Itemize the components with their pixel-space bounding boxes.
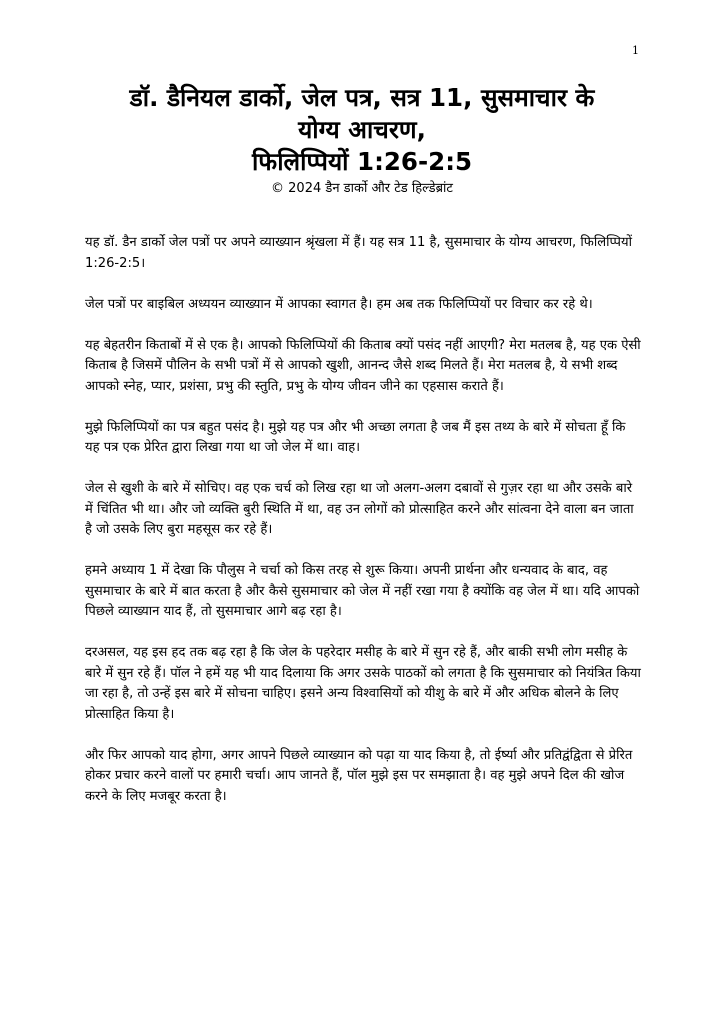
page-number: 1 — [632, 44, 639, 57]
title-line-1: डॉ. डैनियल डार्को, जेल पत्र, सत्र 11, सुसमाचार के — [129, 83, 595, 112]
paragraph: और फिर आपको याद होगा, अगर आपने पिछले व्याख्यान को पढ़ा या याद किया है, तो ईर्ष्या और प्रतिद्वंद्विता से प्रेरित होकर प्रचार करने वालों पर हमारी चर्चा। आप जानते हैं, पॉल मुझे इस पर समझाता है। वह मुझे अपने दिल की खोज करने के लिए मजबूर करता है। — [85, 747, 633, 804]
title-line-2: योग्य आचरण, — [298, 115, 426, 144]
title-block — [60, 82, 664, 198]
copyright-notice: © 2024 डैन डार्को और टेड हिल्डेब्रांट — [271, 181, 453, 196]
paragraph: जेल पत्रों पर बाइबिल अध्ययन व्याख्यान में आपका स्वागत है। हम अब तक फिलिप्पियों पर विचार कर रहे थे। — [85, 296, 593, 312]
paragraph: मुझे फिलिप्पियों का पत्र बहुत पसंद है। मुझे यह पत्र और भी अच्छा लगता है जब मैं इस तथ्य के बारे में सोचता हूँ कि यह पत्र एक प्रेरित द्वारा लिखा गया था जो जेल में था। वाह। — [85, 419, 626, 455]
paragraph: यह डॉ. डैन डार्को जेल पत्रों पर अपने व्याख्यान श्रृंखला में हैं। यह सत्र 11 है, सुसमाचार के योग्य आचरण, फिलिप्पियों 1:26-2:5। — [85, 235, 632, 271]
paragraph: यह बेहतरीन किताबों में से एक है। आपको फिलिप्पियों की किताब क्यों पसंद नहीं आएगी? मेरा मतलब है, यह एक ऐसी किताब है जिसमें पौलिन के सभी पत्रों में से आपको खुशी, आनन्द जैसे शब्द मिलते हैं। मेरा मतलब है, ये सभी शब्द आपको स्नेह, प्यार, प्रशंसा, प्रभु की स्तुति, प्रभु के योग्य जीवन जीने का एहसास कराते हैं। — [85, 337, 641, 394]
paragraph: दरअसल, यह इस हद तक बढ़ रहा है कि जेल के पहरेदार मसीह के बारे में सुन रहे हैं, और बाकी सभी लोग मसीह के बारे में सुन रहे हैं। पॉल ने हमें यह भी याद दिलाया कि अगर उसके पाठकों को लगता है कि सुसमाचार को नियंत्रित किया जा रहा है, तो उन्हें इस बारे में सोचना चाहिए। इसने अन्य विश्वासियों को यीशु के बारे में और अधिक बोलने के लिए प्रोत्साहित किया है। — [85, 645, 641, 722]
paragraph: हमने अध्याय 1 में देखा कि पौलुस ने चर्चा को किस तरह से शुरू किया। अपनी प्रार्थना और धन्यवाद के बाद, वह सुसमाचार के बारे में बात करता है और कैसे सुसमाचार को जेल में नहीं रखा गया है क्योंकि वह जेल में था। यदि आपको पिछले व्याख्यान याद हैं, तो सुसमाचार आगे बढ़ रहा है। — [85, 563, 640, 619]
paragraph: जेल से खुशी के बारे में सोचिए। वह एक चर्च को लिख रहा था जो अलग-अलग दबावों से गुज़र रहा था और उसके बारे में चिंतित भी था। और जो व्यक्ति बुरी स्थिति में था, वह उन लोगों को प्रोत्साहित करने और सांत्वना देने वाला बन जाता है जो उसके लिए बुरा महसूस कर रहे हैं। — [85, 481, 634, 537]
page-title — [60, 82, 664, 178]
body-text — [85, 233, 641, 828]
title-line-3: फिलिप्पियों 1:26-2:5 — [251, 147, 473, 176]
